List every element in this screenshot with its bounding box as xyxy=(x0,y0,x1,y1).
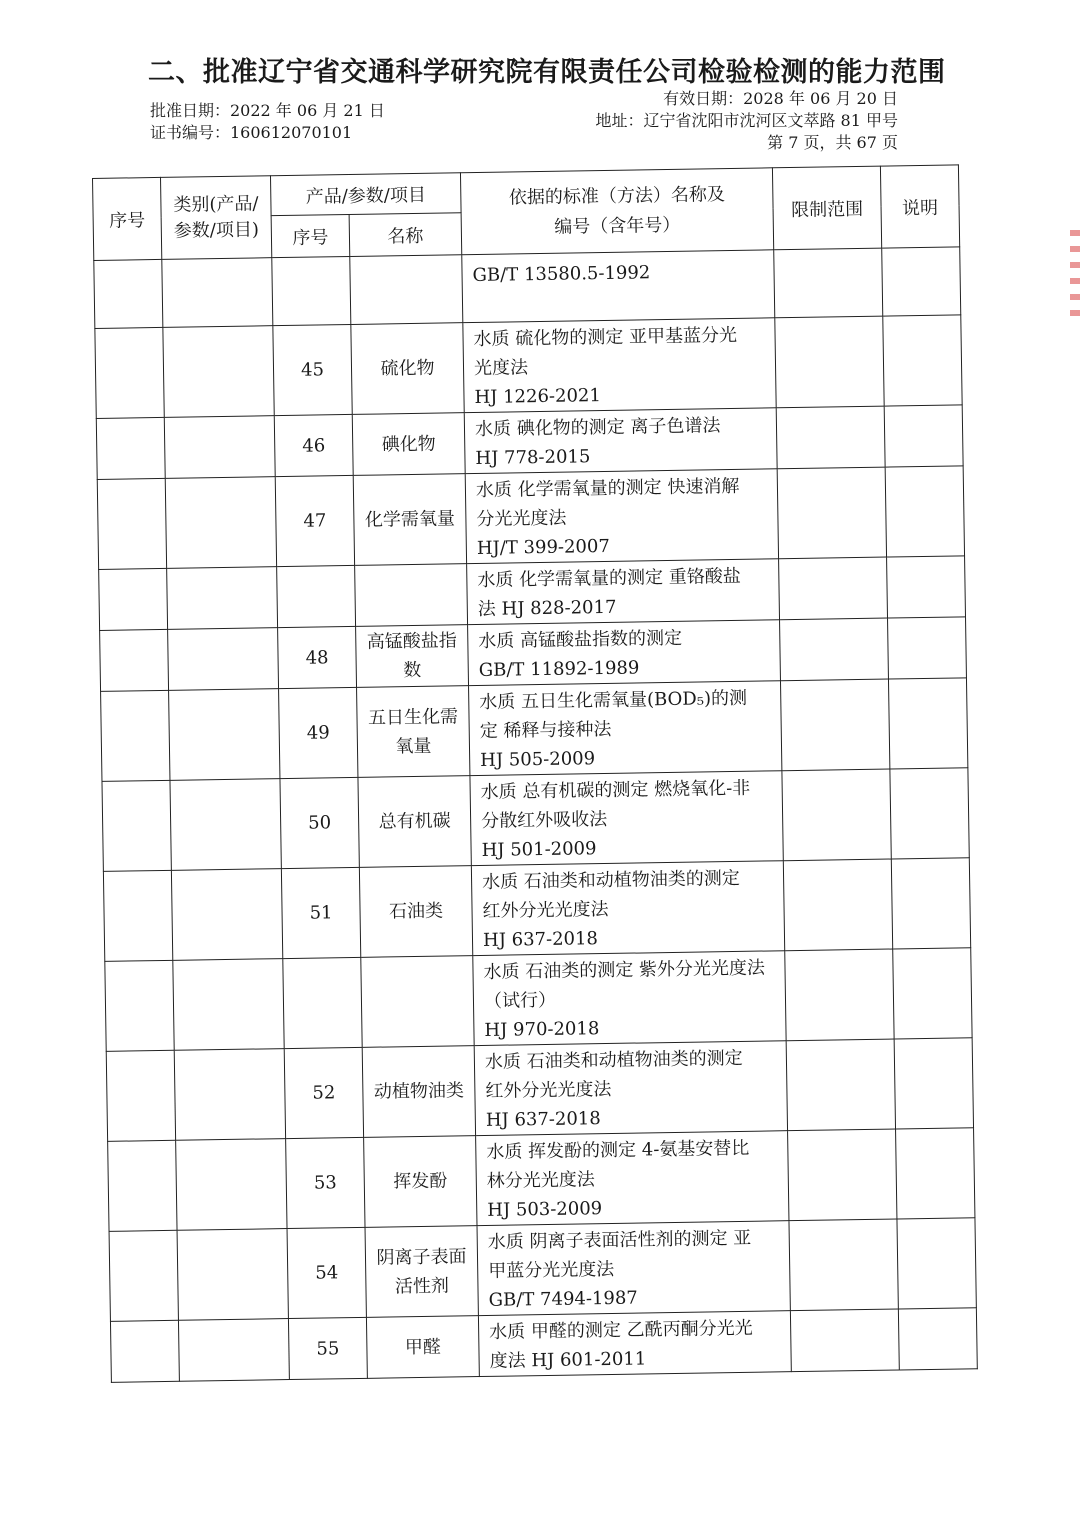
row-note-cell xyxy=(894,1038,973,1129)
table-row xyxy=(106,1038,973,1142)
standard-line: HJ 637-2018 xyxy=(482,928,599,951)
standard-line: 水质 石油类和动植物油类的测定 xyxy=(484,1047,743,1073)
standard-line: 水质 石油类的测定 紫外分光光度法 xyxy=(483,957,766,983)
row-number: 47 xyxy=(275,475,354,566)
table-row xyxy=(110,1308,977,1383)
row-standard xyxy=(471,861,784,956)
row-name: 动植物油类 xyxy=(362,1046,475,1138)
row-limit-cell xyxy=(788,1129,897,1221)
row-number: 46 xyxy=(274,414,353,476)
standard-line: 水质 石油类和动植物油类的测定 xyxy=(481,867,740,893)
row-seq-cell xyxy=(108,1140,177,1231)
table-row xyxy=(109,1218,976,1322)
row-number: 55 xyxy=(288,1317,367,1379)
row-limit-cell xyxy=(774,248,883,318)
row-limit-cell xyxy=(786,1039,895,1131)
meta-left xyxy=(150,100,385,144)
standard-line: 甲蓝分光光度法 xyxy=(488,1258,615,1282)
row-seq-cell xyxy=(100,629,169,691)
row-seq-cell xyxy=(110,1320,179,1382)
row-limit-cell xyxy=(777,467,886,559)
row-standard xyxy=(474,1041,787,1136)
row-number: 49 xyxy=(279,687,358,778)
row-category-cell xyxy=(173,959,284,1051)
row-name xyxy=(350,255,463,325)
row-seq-cell xyxy=(102,780,171,871)
address: 地址：辽宁省沈阳市沈河区文萃路 81 甲号 xyxy=(595,111,898,130)
row-standard xyxy=(473,951,786,1046)
row-seq-cell xyxy=(95,327,164,418)
table-row xyxy=(102,768,969,872)
row-seq-cell xyxy=(109,1230,178,1321)
row-category-cell xyxy=(170,779,281,871)
standard-line: 水质 高锰酸盐指数的测定 xyxy=(478,627,683,652)
row-limit-cell xyxy=(776,406,885,469)
row-category-cell xyxy=(163,326,274,418)
row-note-cell xyxy=(898,1308,977,1370)
standard-line: 水质 碘化物的测定 离子色谱法 xyxy=(474,415,721,441)
row-category-cell xyxy=(167,567,278,630)
standard-line xyxy=(473,285,766,319)
standard-line: 水质 挥发酚的测定 4-氨基安替比 xyxy=(486,1137,750,1163)
standard-line: 水质 化学需氧量的测定 重铬酸盐 xyxy=(477,565,741,591)
standard-line: HJ 637-2018 xyxy=(485,1108,601,1131)
row-category-cell xyxy=(174,1049,285,1141)
row-standard xyxy=(462,250,775,323)
row-name: 总有机碳 xyxy=(358,776,471,868)
table-row xyxy=(103,858,970,962)
row-name: 碘化物 xyxy=(352,413,465,476)
header-standard: 依据的标准（方法）名称及编号（含年号） xyxy=(460,168,773,255)
row-number: 50 xyxy=(280,777,359,868)
row-standard xyxy=(477,1221,790,1316)
row-note-cell xyxy=(890,768,969,859)
row-limit-cell xyxy=(789,1219,898,1311)
row-name: 高锰酸盐指数 xyxy=(356,625,469,688)
standard-line: HJ 503-2009 xyxy=(487,1198,603,1221)
standard-line: 水质 化学需氧量的测定 快速消解 xyxy=(475,475,740,502)
row-seq-cell xyxy=(96,417,165,479)
row-limit-cell xyxy=(775,316,884,408)
standard-line: HJ 1226-2021 xyxy=(474,385,602,409)
row-seq-cell xyxy=(99,568,168,630)
row-number xyxy=(277,565,356,627)
row-seq-cell xyxy=(106,1050,175,1141)
row-note-cell xyxy=(882,247,961,316)
standard-line: 水质 硫化物的测定 亚甲基蓝分光 xyxy=(473,324,738,351)
row-standard xyxy=(465,469,778,564)
standard-line: 水质 五日生化需氧量(BOD₅)的测 xyxy=(479,687,748,713)
table-row xyxy=(95,315,962,419)
row-category-cell xyxy=(165,477,276,569)
row-number: 53 xyxy=(286,1137,365,1228)
row-category-cell xyxy=(178,1319,289,1382)
table-row xyxy=(105,948,972,1052)
row-category-cell xyxy=(168,628,279,691)
header-sub-seq: 序号 xyxy=(271,214,350,257)
row-note-cell xyxy=(896,1128,975,1219)
standard-line: GB/T 13580.5-1992 xyxy=(472,261,651,286)
row-name: 硫化物 xyxy=(351,323,464,415)
row-seq-cell xyxy=(105,960,174,1051)
page-title: 二、批准辽宁省交通科学研究院有限责任公司检验检测的能力范围 xyxy=(148,57,946,88)
row-note-cell xyxy=(891,858,970,949)
row-category-cell xyxy=(169,689,280,781)
header-limit: 限制范围 xyxy=(772,166,881,250)
row-name: 甲醛 xyxy=(366,1316,479,1379)
row-category-cell xyxy=(164,416,275,479)
standard-line: 分光光度法 xyxy=(476,507,567,531)
standard-line: GB/T 11892-1989 xyxy=(478,657,640,681)
row-note-cell xyxy=(888,617,967,679)
row-limit-cell xyxy=(782,769,891,861)
scope-table xyxy=(92,164,978,1382)
row-number: 51 xyxy=(281,867,360,958)
certificate-number: 证书编号：160612070101 xyxy=(150,123,353,142)
table-row xyxy=(97,466,964,570)
row-standard xyxy=(464,408,777,474)
standard-line: 法 HJ 828-2017 xyxy=(477,596,617,620)
row-category-cell xyxy=(177,1229,288,1321)
row-note-cell xyxy=(897,1218,976,1309)
standard-line: HJ 505-2009 xyxy=(480,748,596,771)
row-standard xyxy=(468,620,781,686)
standard-line: 光度法 xyxy=(473,357,529,380)
standard-line: GB/T 7494-1987 xyxy=(488,1287,638,1311)
row-seq-cell xyxy=(94,259,163,328)
row-limit-cell xyxy=(780,679,889,771)
standard-line: HJ/T 399-2007 xyxy=(476,535,610,559)
row-note-cell xyxy=(888,678,967,769)
standard-line: 分散红外吸收法 xyxy=(481,808,608,832)
row-name: 阴离子表面活性剂 xyxy=(365,1226,478,1318)
row-limit-cell xyxy=(779,557,888,620)
row-category-cell xyxy=(162,258,273,328)
standard-line: 水质 甲醛的测定 乙酰丙酮分光光 xyxy=(489,1317,753,1343)
row-standard xyxy=(467,559,780,625)
header-product-group: 产品/参数/项目 xyxy=(270,173,461,216)
header-note: 说明 xyxy=(880,165,959,248)
row-standard xyxy=(463,318,776,413)
standard-line: 红外分光光度法 xyxy=(485,1078,612,1102)
seal-edge xyxy=(1070,230,1080,320)
row-standard xyxy=(478,1311,791,1377)
row-note-cell xyxy=(887,556,966,618)
row-number: 45 xyxy=(273,324,352,415)
header-sub-name: 名称 xyxy=(349,213,462,257)
row-number xyxy=(272,256,351,325)
row-limit-cell xyxy=(785,949,894,1041)
table-body xyxy=(94,247,978,1382)
row-limit-cell xyxy=(783,859,892,951)
row-standard xyxy=(469,681,782,776)
row-number xyxy=(283,957,362,1048)
standard-line: HJ 501-2009 xyxy=(481,838,597,861)
row-limit-cell xyxy=(780,618,889,681)
row-name: 五日生化需氧量 xyxy=(357,686,470,778)
row-seq-cell xyxy=(103,870,172,961)
standard-line: 水质 阴离子表面活性剂的测定 亚 xyxy=(487,1227,752,1253)
row-limit-cell xyxy=(790,1309,899,1372)
header-category: 类别(产品/参数/项目) xyxy=(160,176,271,260)
row-seq-cell xyxy=(101,690,170,781)
row-number: 48 xyxy=(278,626,357,688)
standard-line: HJ 970-2018 xyxy=(484,1018,600,1041)
row-name: 化学需氧量 xyxy=(353,474,466,566)
standard-line: 度法 HJ 601-2011 xyxy=(489,1348,647,1372)
meta-right xyxy=(595,88,898,154)
row-name: 石油类 xyxy=(359,866,472,958)
standard-line: 定 稀释与接种法 xyxy=(479,718,612,742)
row-note-cell xyxy=(893,948,972,1039)
row-name: 挥发酚 xyxy=(364,1136,477,1228)
row-number: 52 xyxy=(284,1047,363,1138)
header-seq: 序号 xyxy=(93,177,162,260)
standard-line: HJ 778-2015 xyxy=(475,446,591,470)
page-info: 第 7 页，共 67 页 xyxy=(767,133,898,152)
table-row xyxy=(108,1128,975,1232)
approval-date: 批准日期：2022 年 06 月 21 日 xyxy=(150,101,385,120)
row-category-cell xyxy=(171,869,282,961)
standard-line: （试行） xyxy=(483,989,557,1012)
standard-line: 林分光光度法 xyxy=(486,1169,595,1192)
row-note-cell xyxy=(885,466,964,557)
row-name xyxy=(355,564,468,627)
row-note-cell xyxy=(884,405,963,467)
row-name xyxy=(361,956,474,1048)
row-standard xyxy=(476,1131,789,1226)
row-number: 54 xyxy=(287,1227,366,1318)
row-category-cell xyxy=(176,1139,287,1231)
row-note-cell xyxy=(883,315,962,406)
row-standard xyxy=(470,771,783,866)
valid-date: 有效日期：2028 年 06 月 20 日 xyxy=(663,89,898,108)
standard-line: 水质 总有机碳的测定 燃烧氧化-非 xyxy=(480,777,751,803)
row-seq-cell xyxy=(97,478,166,569)
standard-line: 红外分光光度法 xyxy=(482,898,609,922)
table-row xyxy=(101,678,968,782)
